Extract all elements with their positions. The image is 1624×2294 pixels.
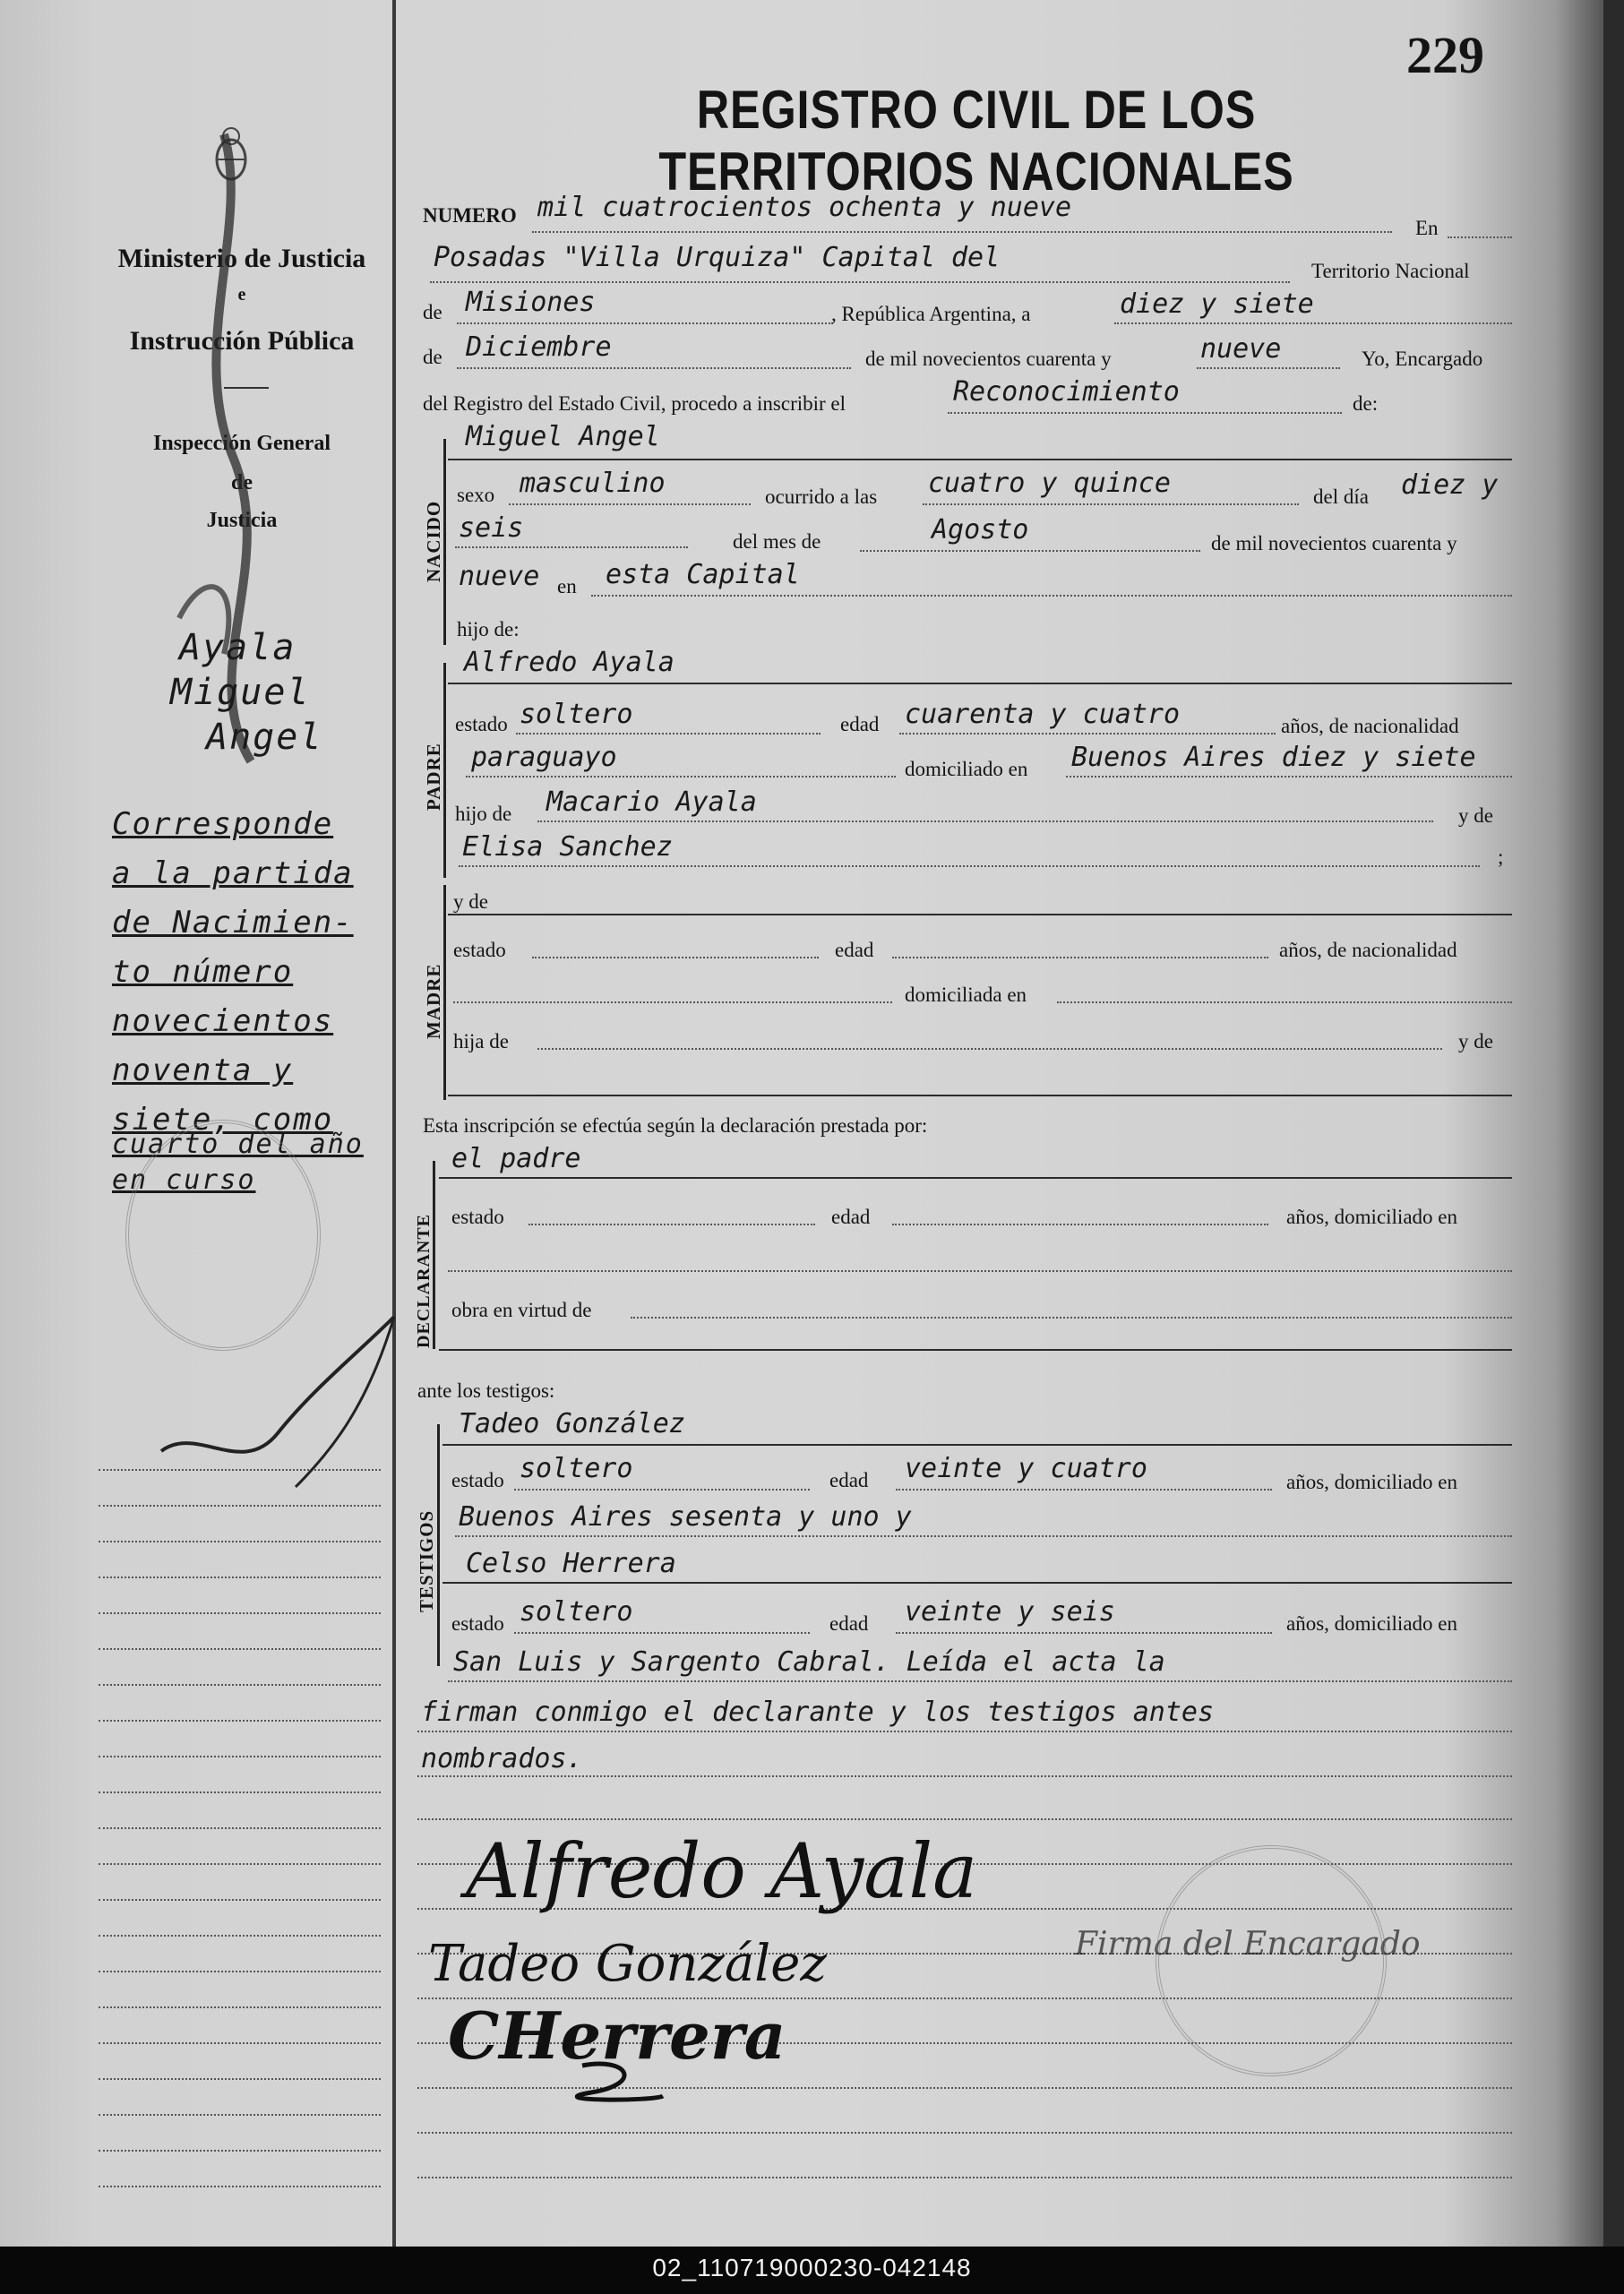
margin-note-line2: a la partida <box>112 855 354 891</box>
madre-edad-label: edad <box>835 939 874 961</box>
padre-nacionalidad-value: paraguayo <box>471 742 617 773</box>
inspeccion-line3: Justicia <box>206 509 278 532</box>
testigo1-edad-label: edad <box>829 1469 869 1491</box>
de-label3: de: <box>1353 392 1379 415</box>
margin-note-line5: novecientos <box>112 1003 334 1039</box>
padre-semicolon: ; <box>1498 846 1504 868</box>
mes-label: del mes de <box>733 530 821 553</box>
nacido-dia-value: diez y <box>1401 469 1499 501</box>
territorio-label: Territorio Nacional <box>1311 260 1470 282</box>
signature-testigo2: CHerrera <box>448 1998 786 2074</box>
padre-edad-value: cuarenta y cuatro <box>905 699 1181 730</box>
margin-note-line9: en curso <box>112 1164 256 1196</box>
nacido-nombre: Miguel Angel <box>466 421 660 452</box>
padre-y-de-label: y de <box>1458 804 1493 827</box>
signature-flourish-icon <box>573 2057 672 2110</box>
margin-name-line3: Angel <box>206 717 323 758</box>
madre-section-label: MADRE <box>423 963 444 1039</box>
margin-note-line8: cuarto del año <box>112 1129 364 1160</box>
testigo2-nombre: Celso Herrera <box>466 1548 676 1579</box>
de-label: de <box>423 301 443 323</box>
de-label2: de <box>423 346 443 368</box>
testigo2-domicilio-value: San Luis y Sargento Cabral. Leída el acta la <box>453 1646 1165 1678</box>
padre-nombre: Alfredo Ayala <box>464 647 675 678</box>
declarante-estado-label: estado <box>451 1206 504 1228</box>
declarante-intro: Esta inscripción se efectúa según la declaración prestada por: <box>423 1114 928 1137</box>
margin-note-line6: noventa y <box>112 1052 294 1088</box>
madre-estado-label: estado <box>453 939 506 961</box>
signature-testigo1: Tadeo González <box>428 1935 827 1993</box>
dia-value: diez y siete <box>1120 288 1314 320</box>
padre-domicilio-value: Buenos Aires diez y siete <box>1071 742 1476 773</box>
hijo-label: hijo de: <box>457 618 520 640</box>
ocurrido-label: ocurrido a las <box>765 485 878 508</box>
declarante-domicilio-label: años, domiciliado en <box>1286 1206 1457 1228</box>
territorio-value: Misiones <box>466 287 596 318</box>
declarante-section-label: DECLARANTE <box>414 1213 434 1348</box>
testigo1-edad-value: veinte y cuatro <box>905 1453 1147 1484</box>
margin-note-line1: Corresponde <box>112 806 334 842</box>
padre-padre-value: Macario Ayala <box>546 786 757 818</box>
nacido-dia-value2: seis <box>459 512 524 544</box>
official-stamp-icon <box>1156 1845 1387 2076</box>
en-label: En <box>1415 217 1439 239</box>
nacido-anio-value: nueve <box>459 561 540 592</box>
sexo-value: masculino <box>520 468 666 499</box>
numero-value: mil cuatrocientos ochenta y nueve <box>537 192 1072 223</box>
madre-hija-label: hija de <box>453 1030 509 1052</box>
nacido-anio-label: de mil novecientos cuarenta y <box>1211 532 1457 554</box>
testigo1-nombre: Tadeo González <box>459 1408 685 1439</box>
margin-note-line3: de Nacimien- <box>112 905 354 941</box>
padre-nacionalidad-label: años, de nacionalidad <box>1281 715 1459 737</box>
yo-label: Yo, Encargado <box>1362 348 1483 370</box>
testigos-section-label: TESTIGOS <box>416 1509 437 1612</box>
margin-note-line4: to número <box>112 954 294 990</box>
closing-line2: firman conmigo el declarante y los testigos antes <box>421 1697 1215 1728</box>
anio-label: de mil novecientos cuarenta y <box>865 348 1112 370</box>
margin-name-line2: Miguel <box>170 672 311 713</box>
page-number: 229 <box>1406 26 1484 84</box>
madre-y-de-label2: y de <box>1458 1030 1493 1052</box>
testigo1-estado-value: soltero <box>520 1453 633 1484</box>
testigo2-edad-label: edad <box>829 1612 869 1635</box>
padre-edad-label: edad <box>840 713 880 735</box>
ministry-line1: Ministerio de Justicia <box>117 244 366 273</box>
numero-label: NUMERO <box>423 204 517 227</box>
declarante-nombre: el padre <box>451 1143 581 1174</box>
margin-signature-stroke-icon <box>143 1299 412 1496</box>
testigo1-estado-label: estado <box>451 1469 504 1491</box>
margin-divider <box>392 0 396 2247</box>
ministry-line2: e <box>237 285 246 305</box>
anio-value: nueve <box>1200 333 1282 365</box>
testigos-intro: ante los testigos: <box>417 1379 555 1402</box>
inspeccion-line2: de <box>231 471 253 494</box>
ministry-line3: Instrucción Pública <box>129 326 355 356</box>
del-dia-label: del día <box>1313 485 1369 508</box>
padre-estado-label: estado <box>455 713 508 735</box>
hora-value: cuatro y quince <box>928 468 1171 499</box>
nacido-lugar-value: esta Capital <box>606 559 800 590</box>
padre-section-label: PADRE <box>423 743 444 811</box>
republica-label: , República Argentina, a <box>831 303 1031 325</box>
footer-id: 02_110719000230-042148 <box>652 2254 972 2281</box>
testigo2-estado-label: estado <box>451 1612 504 1635</box>
padre-madre-value: Elisa Sanchez <box>462 831 673 863</box>
signature-declarante: Alfredo Ayala <box>466 1827 978 1915</box>
margin-name-line1: Ayala <box>179 627 296 668</box>
declarante-edad-label: edad <box>831 1206 871 1228</box>
page-title: REGISTRO CIVIL DE LOS TERRITORIOS NACIONALES <box>658 80 1294 202</box>
padre-hijo-label: hijo de <box>455 803 512 825</box>
signature-encargado: Firma del Encargado <box>1075 1926 1421 1963</box>
madre-y-de-label: y de <box>453 890 488 913</box>
nacido-en-label: en <box>557 575 577 597</box>
inspeccion-line1: Inspección General <box>153 432 331 455</box>
registro-label: del Registro del Estado Civil, procedo a inscribir el <box>423 392 846 415</box>
testigo1-domicilio-label: años, domiciliado en <box>1286 1471 1457 1493</box>
testigo2-edad-value: veinte y seis <box>905 1596 1115 1628</box>
lugar-value: Posadas "Villa Urquiza" Capital del <box>434 242 1001 273</box>
madre-domicilio-label: domiciliada en <box>905 984 1027 1006</box>
testigo1-domicilio-value: Buenos Aires sesenta y uno y <box>459 1501 912 1533</box>
acto-value: Reconocimiento <box>953 376 1180 408</box>
nacido-section-label: NACIDO <box>423 500 444 582</box>
page-edge <box>1603 0 1624 2247</box>
padre-estado-value: soltero <box>520 699 633 730</box>
padre-domicilio-label: domiciliado en <box>905 758 1028 780</box>
nacido-mes-value: Agosto <box>932 514 1029 546</box>
mes-value: Diciembre <box>466 331 612 363</box>
declarante-obra-label: obra en virtud de <box>451 1299 592 1321</box>
sexo-label: sexo <box>457 484 495 506</box>
closing-line3: nombrados. <box>421 1743 583 1774</box>
madre-nacionalidad-label: años, de nacionalidad <box>1279 939 1457 961</box>
testigo2-estado-value: soltero <box>520 1596 633 1628</box>
margin-note-line7: siete, como <box>112 1102 334 1138</box>
testigo2-domicilio-label: años, domiciliado en <box>1286 1612 1457 1635</box>
